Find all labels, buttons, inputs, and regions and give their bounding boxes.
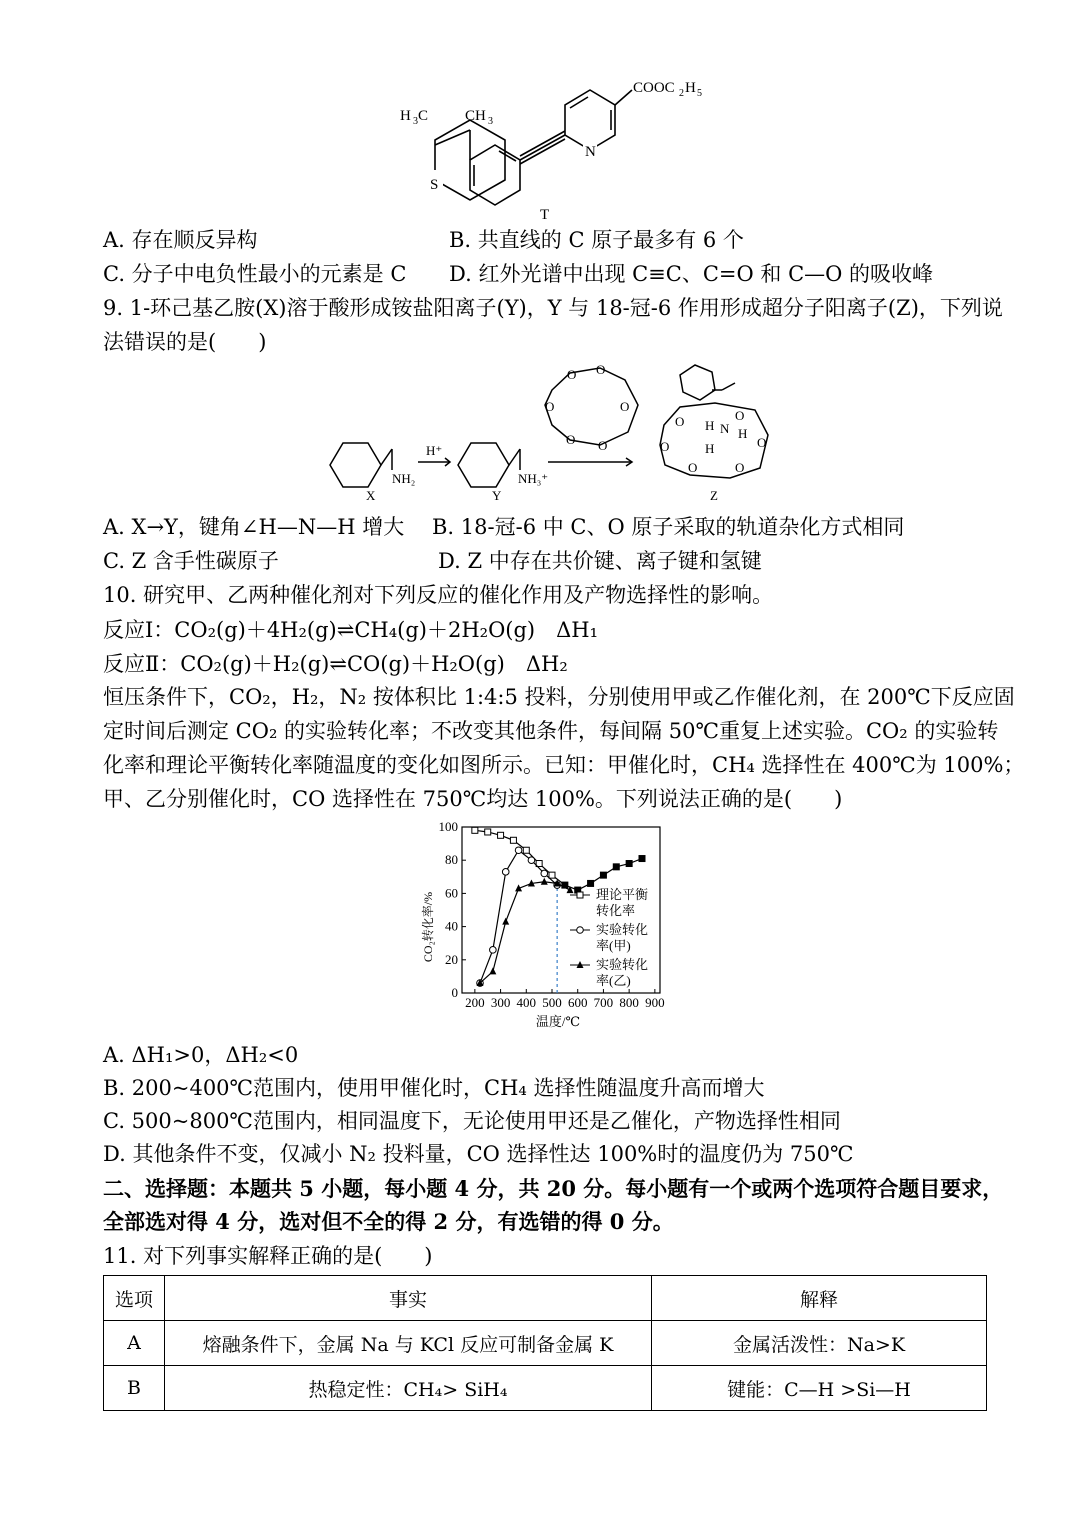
q10-option-b: B. 200~400℃范围内，使用甲催化时，CH₄ 选择性随温度升高而增大 [103,1076,765,1100]
table-header: 解释 [652,1276,987,1321]
q10-para-line2: 定时间后测定 CO₂ 的实验转化率；不改变其他条件，每间隔 50℃重复上述实验。CO₂ 的实验转 [103,719,999,743]
table-cell: 熔融条件下，金属 Na 与 KCl 反应可制备金属 K [165,1321,652,1366]
reaction-1: 反应Ⅰ：CO₂(g)＋4H₂(g)⇌CH₄(g)＋2H₂O(g) ΔH₁ [103,618,599,642]
q9-option-d: D. Z 中存在共价键、离子键和氢键 [438,549,762,573]
x-tick-label: 600 [567,995,588,1010]
q9-option-a: A. X→Y，键角∠H—N—H 增大 [103,515,405,539]
crown-o: O [566,432,576,447]
q8-option-d: D. 红外光谱中出现 C≡C、C=O 和 C—O 的吸收峰 [449,262,934,286]
ch3-left: H [400,108,411,124]
co2-conversion-chart [410,815,690,1035]
crown-o: O [567,367,577,382]
x-tick-label: 900 [645,995,665,1010]
chart-ylabel: CO₂转化率/% [421,891,435,963]
z-o: O [675,414,685,429]
data-point [588,880,594,886]
legend-label: 实验转化 [596,957,649,972]
x-tick-label: 400 [516,995,537,1010]
data-point [489,967,496,974]
crown-o: O [596,362,606,377]
n-atom: N [585,144,596,160]
table-header-row [104,1276,987,1321]
q8-option-a: A. 存在顺反异构 [103,228,258,252]
q10-option-d: D. 其他条件不变，仅减小 N₂ 投料量，CO 选择性达 100%时的温度仍为 750℃ [103,1142,854,1166]
table-header: 选项 [104,1276,165,1321]
table-cell: 热稳定性：CH₄> SiH₄ [165,1366,652,1411]
data-point [541,878,548,885]
series-line [480,882,570,983]
nh2-label: NH₂ [392,471,416,486]
table-header: 事实 [165,1276,652,1321]
z-h: H [705,441,715,456]
reaction-2: 反应Ⅱ：CO₂(g)＋H₂(g)⇌CO(g)＋H₂O(g) ΔH₂ [103,652,568,676]
compound-x-label: X [366,488,376,503]
data-point [523,847,529,853]
x-tick-label: 200 [465,995,485,1010]
sub-3-a: 3 [413,116,418,127]
table-row [104,1366,987,1411]
z-o: O [660,439,670,454]
c-label: C [418,108,429,124]
legend-label: 理论平衡 [596,887,649,902]
y-tick-label: 80 [445,852,458,868]
nh3-label: NH₃⁺ [518,471,549,486]
q10-stem: 10. 研究甲、乙两种催化剂对下列反应的催化作用及产物选择性的影响。 [103,583,774,607]
series-line [475,830,642,890]
data-point [515,847,522,854]
data-point [472,827,478,833]
q10-para-line3: 化率和理论平衡转化率随温度的变化如图所示。已知：甲催化时，CH₄ 选择性在 400℃为 100%； [103,753,1025,777]
data-point [577,927,584,934]
table-row [104,1321,987,1366]
z-o: O [735,460,745,475]
q10-option-a: A. ΔH₁>0，ΔH₂<0 [103,1043,299,1067]
sub-5: 5 [697,88,702,99]
crown-o: O [545,399,555,414]
x-tick-label: 500 [542,995,562,1010]
compound-t-structure [390,72,720,222]
z-h: H [705,418,715,433]
q9-option-c: C. Z 含手性碳原子 [103,549,279,573]
q11-stem: 11. 对下列事实解释正确的是( ) [103,1244,433,1268]
legend-label: 实验转化 [596,922,649,937]
h5-label: H [685,80,696,96]
y-tick-label: 40 [445,918,458,934]
q8-option-b: B. 共直线的 C 原子最多有 6 个 [449,228,744,252]
q10-para-line1: 恒压条件下，CO₂，H₂，N₂ 按体积比 1:4:5 投料，分别使用甲或乙作催化剂，在 200℃下反应固 [103,685,1015,709]
z-o: O [735,408,745,423]
data-point [510,837,516,843]
x-tick-label: 700 [593,995,614,1010]
data-point [577,892,583,898]
h-plus-label: H⁺ [426,443,443,458]
chart-xlabel: 温度/℃ [535,1014,581,1029]
data-point [485,829,491,835]
q10-option-c: C. 500~800℃范围内，相同温度下，无论使用甲还是乙催化，产物选择性相同 [103,1109,841,1133]
sub-2: 2 [679,88,684,99]
table-cell: 金属活泼性：Na>K [652,1321,987,1366]
crown-o: O [598,438,608,453]
q9-stem-line1: 9. 1-环己基乙胺(X)溶于酸形成铵盐阳离子(Y)，Y 与 18-冠-6 作用形成超分子阳离子(Z)，下列说 [103,296,1003,320]
data-point [600,872,606,878]
ch3-right: CH [465,108,486,124]
table-cell: 键能：C—H >Si—H [652,1366,987,1411]
compound-z-label: Z [710,488,718,503]
x-tick-label: 800 [619,995,639,1010]
cooc-label: COOC [633,80,675,96]
data-point [502,918,509,925]
z-o: O [757,435,767,450]
y-tick-label: 20 [445,951,458,967]
y-tick-label: 0 [451,985,458,1000]
data-point [502,869,509,876]
legend-label: 率(乙) [596,973,631,988]
compound-t-label: T [540,207,550,222]
q9-stem-line2: 法错误的是( ) [103,330,267,354]
data-point [549,872,555,878]
y-tick-label: 60 [445,885,458,901]
q9-option-b: B. 18-冠-6 中 C、O 原子采取的轨道杂化方式相同 [432,515,905,539]
data-point [541,870,548,877]
section2-heading-line1: 二、选择题：本题共 5 小题，每小题 4 分，共 20 分。每小题有一个或两个选项符合题目要求， [103,1176,1004,1201]
crown-o: O [620,399,630,414]
z-n: N [720,421,730,436]
crown-ether-reaction-scheme [320,360,780,505]
q10-para-line4: 甲、乙分别催化时，CO 选择性在 750℃均达 100%。下列说法正确的是( ) [103,787,843,811]
q11-table [103,1275,987,1411]
y-tick-label: 100 [438,819,458,834]
data-point [639,856,645,862]
legend-label: 转化率 [596,903,636,918]
data-point [490,947,497,954]
z-o: O [688,460,698,475]
compound-y-label: Y [492,488,502,503]
q8-option-c: C. 分子中电负性最小的元素是 C [103,262,407,286]
data-point [498,832,504,838]
z-h: H [738,426,748,441]
data-point [626,861,632,867]
data-point [613,864,619,870]
legend-label: 率(甲) [596,938,631,953]
section2-heading-line2: 全部选对得 4 分，选对但不全的得 2 分，有选错的得 0 分。 [103,1209,674,1234]
table-cell: B [104,1366,165,1411]
sub-3-b: 3 [488,116,493,127]
s-atom: S [430,177,439,193]
table-cell: A [104,1321,165,1366]
x-tick-label: 300 [490,995,511,1010]
data-point [528,857,535,864]
